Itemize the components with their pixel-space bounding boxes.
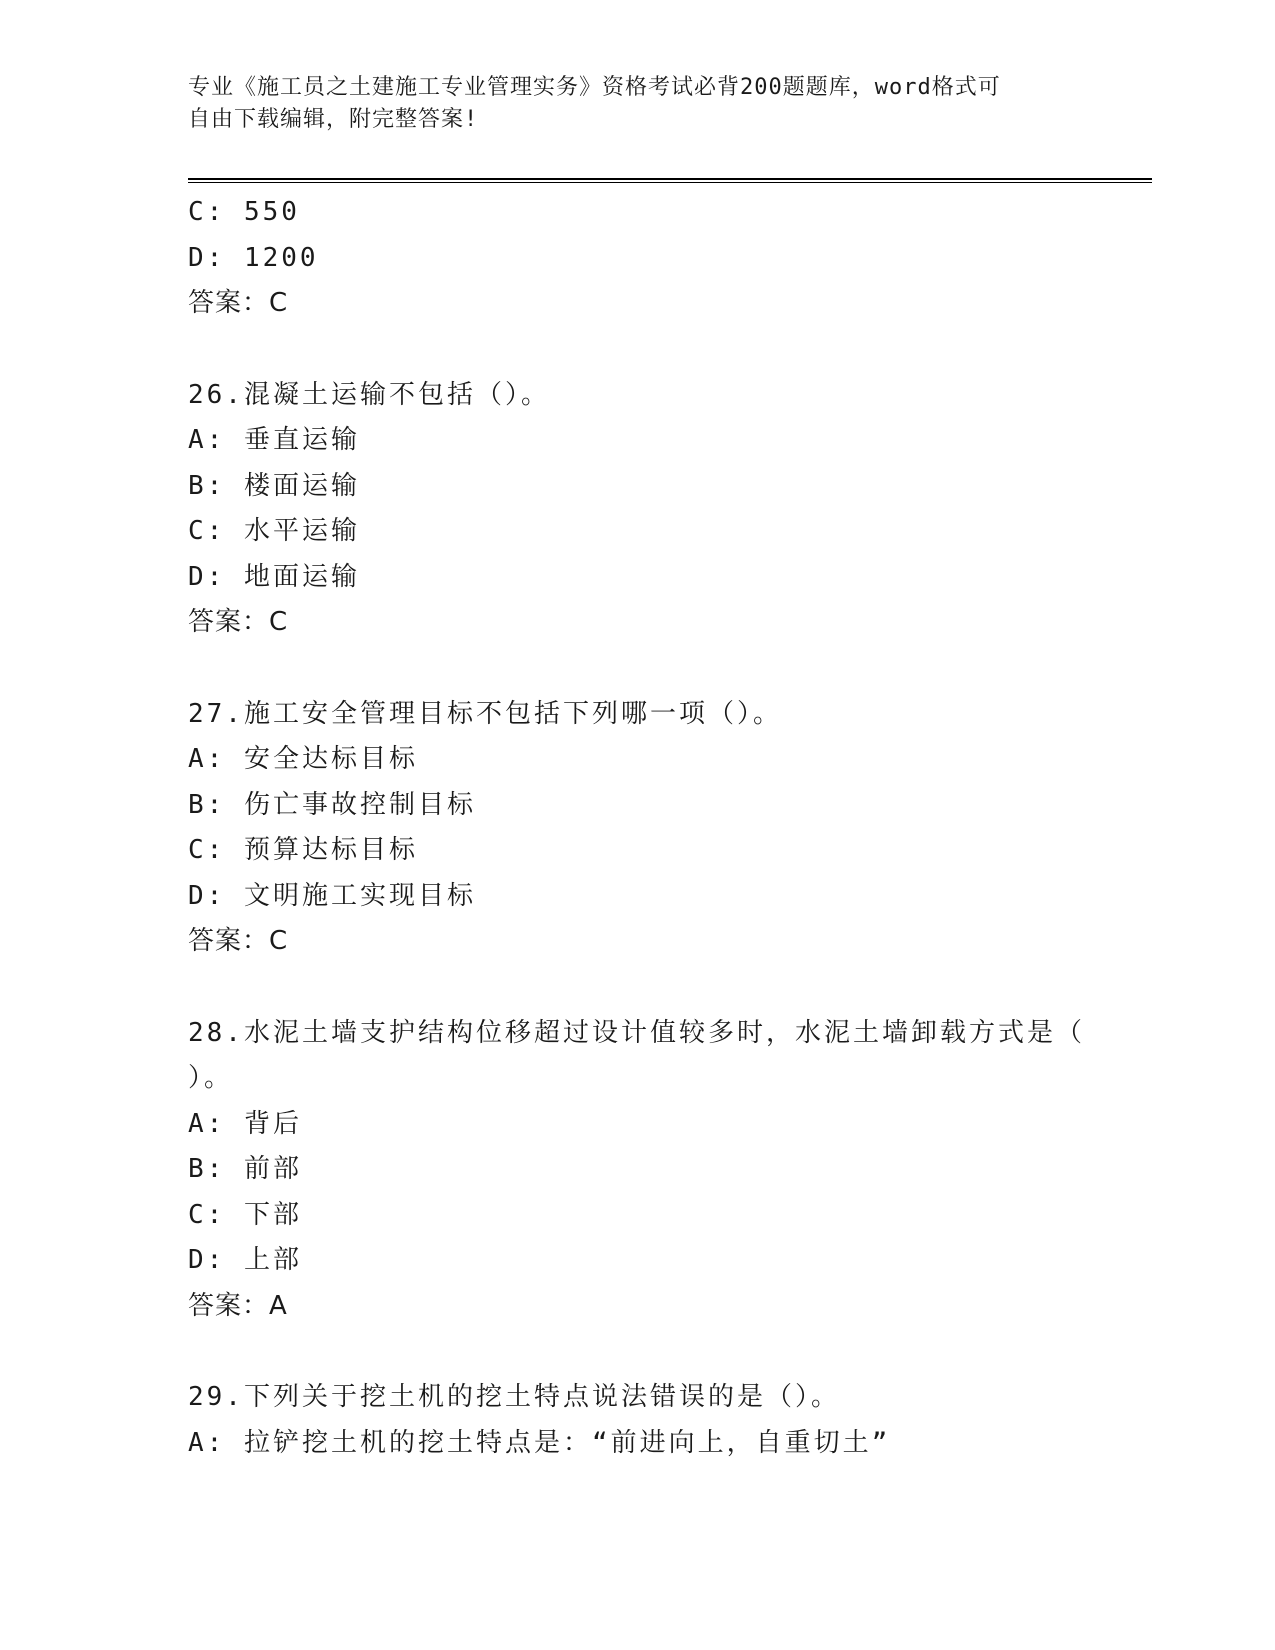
- option-b: B: 楼面运输: [188, 470, 360, 501]
- option-c: C: 预算达标目标: [188, 835, 418, 865]
- option-a: A: 垂直运输: [188, 425, 360, 455]
- option-c: C: 下部: [188, 1199, 302, 1230]
- option-a: A: 安全达标目标: [188, 744, 418, 774]
- option-d: D: 地面运输: [188, 561, 360, 592]
- question-spacer: [188, 327, 1088, 373]
- option-d: D: 1200: [188, 242, 319, 273]
- option-a: A: 背后: [188, 1108, 302, 1139]
- option-c: C: 水平运输: [188, 516, 360, 546]
- question-25-tail: [188, 190, 1088, 327]
- answer-line: 答案：C: [188, 926, 289, 956]
- question-text: 29.下列关于挖土机的挖土特点说法错误的是（）。: [188, 1382, 840, 1412]
- question-26: [188, 373, 1088, 646]
- question-27: [188, 692, 1088, 965]
- answer-line: 答案：C: [188, 288, 289, 318]
- question-29: [188, 1375, 1088, 1466]
- question-spacer: [188, 965, 1088, 1011]
- option-b: B: 伤亡事故控制目标: [188, 789, 476, 820]
- question-text: 28.水泥土墙支护结构位移超过设计值较多时，水泥土墙卸载方式是（: [188, 1017, 1085, 1048]
- option-d: D: 文明施工实现目标: [188, 880, 476, 911]
- question-text: 26.混凝土运输不包括（）。: [188, 379, 550, 410]
- header-title-line-2: 自由下载编辑，附完整答案!: [188, 107, 479, 132]
- header-title-line-1: 专业《施工员之土建施工专业管理实务》资格考试必背200题题库，word格式可: [188, 75, 1001, 100]
- question-text: 27.施工安全管理目标不包括下列哪一项（）。: [188, 698, 782, 729]
- option-b: B: 前部: [188, 1154, 302, 1184]
- option-c: C: 550: [188, 197, 300, 227]
- question-28: [188, 1011, 1088, 1330]
- question-text-continued: ）。: [188, 1063, 234, 1093]
- question-spacer: [188, 1329, 1088, 1375]
- header-divider-thick: [188, 178, 1152, 180]
- question-list: [188, 190, 1088, 1466]
- answer-line: 答案：A: [188, 1290, 288, 1321]
- question-spacer: [188, 646, 1088, 692]
- option-a: A: 拉铲挖土机的挖土特点是：“前进向上，自重切土”: [188, 1427, 891, 1458]
- header-divider-thin: [188, 182, 1152, 183]
- document-header: [188, 72, 1088, 136]
- option-d: D: 上部: [188, 1245, 302, 1275]
- answer-line: 答案：C: [188, 607, 289, 637]
